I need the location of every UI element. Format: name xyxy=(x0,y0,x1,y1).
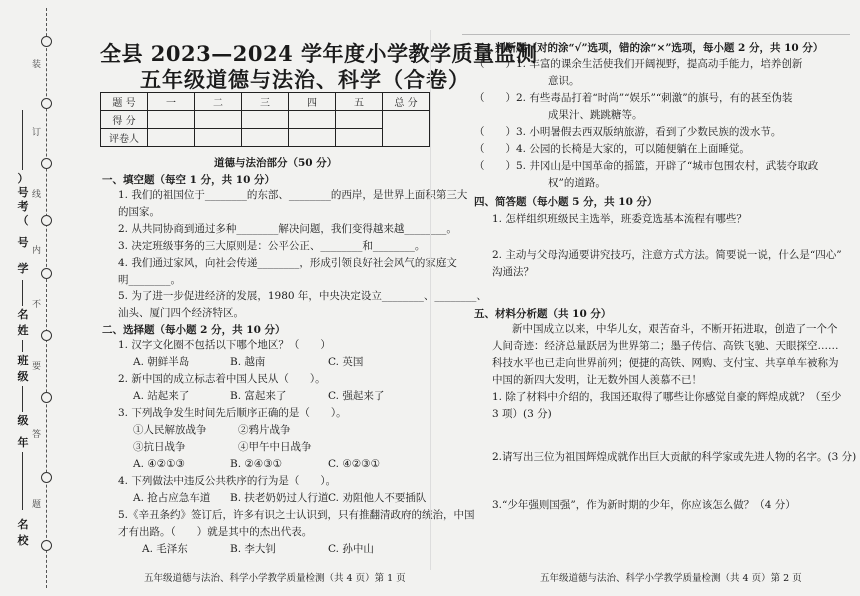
margin-char: 名 xyxy=(17,308,29,321)
section-multiple-choice: 二、选择题（每小题 2 分，共 10 分） xyxy=(102,324,286,336)
question-text: 权”的道路。 xyxy=(548,177,606,189)
material-text: 新中国成立以来，中华儿女，艰苦奋斗，不断开拓进取，创造了一个个 xyxy=(512,323,838,335)
binding-hole-1 xyxy=(41,36,52,47)
question-text: 1. 汉字文化圈不包括以下哪个地区？（ ） xyxy=(118,339,331,351)
score-table xyxy=(100,92,430,147)
student-id-line xyxy=(22,110,23,170)
section-fill-blank: 一、填空题（每空 1 分，共 10 分） xyxy=(102,174,276,186)
column-header: 一 xyxy=(148,93,195,111)
question-text: （ ）4. 公园的长椅是大家的，可以随便躺在上面睡觉。 xyxy=(474,143,750,155)
option: C. 劝阻他人不要插队 xyxy=(328,492,427,504)
option: A. 抢占应急车道 xyxy=(133,492,211,504)
option: C. 英国 xyxy=(328,356,364,368)
option: B. 越南 xyxy=(230,356,266,368)
option: B. 富起来了 xyxy=(230,390,287,402)
binding-hole-7 xyxy=(41,392,52,403)
question-text: （ ）3. 小明暑假去西双版纳旅游，看到了少数民族的泼水节。 xyxy=(474,126,782,138)
question-text: （ ）1. 丰富的课余生活使我们开阔视野，提高动手能力，培养创新 xyxy=(474,58,803,70)
margin-char: 号 xyxy=(17,186,29,199)
column-header: 二 xyxy=(195,93,242,111)
question-text: 4. 下列做法中违反公共秩序的行为是（ ）。 xyxy=(118,475,337,487)
question-text: （ ）5. 井冈山是中国革命的摇篮，开辟了“城市包围农村，武装夺取政 xyxy=(474,160,819,172)
question-text: 才有出路。（ ）就是其中的杰出代表。 xyxy=(118,526,313,538)
column-header: 五 xyxy=(336,93,383,111)
margin-note-char: 装 xyxy=(31,60,41,70)
margin-note-char: 订 xyxy=(31,128,41,138)
question-text: 5.《辛丑条约》签订后，许多有识之士认识到，只有推翻清政府的统治，中国 xyxy=(118,509,475,521)
margin-note-char: 不 xyxy=(31,300,41,310)
row-label: 评卷人 xyxy=(101,129,148,147)
section-true-false: 三、判断题（对的涂“√”选项，错的涂“×”选项，每小题 2 分，共 10 分） xyxy=(474,42,824,54)
list-item: ②鸦片战争 xyxy=(238,424,291,436)
binding-hole-3 xyxy=(41,158,52,169)
score-cell[interactable] xyxy=(148,111,195,129)
list-item: ③抗日战争 xyxy=(133,441,186,453)
binding-dashed-line xyxy=(46,8,47,588)
margin-note-char: 题 xyxy=(31,500,41,510)
option: A. 站起来了 xyxy=(133,390,190,402)
part-title: 道德与法治部分（50 分） xyxy=(214,157,338,169)
question-text: 2. 主动与父母沟通要讲究技巧，注意方式方法。简要说一说，什么是“四心” xyxy=(492,249,842,261)
section-material-analysis: 五、材料分析题（共 10 分） xyxy=(474,308,612,320)
question-text: 3. 下列战争发生时间先后顺序正确的是（ ）。 xyxy=(118,407,347,419)
material-text: 人间奇迹：经济总量跃居为世界第二；墨子传信、高铁飞驰、天眼探空…… xyxy=(492,340,839,352)
score-cell[interactable] xyxy=(289,111,336,129)
margin-char: 名 xyxy=(17,518,29,531)
question-text: 4. 我们通过家风，向社会传递________，形成引领良好社会风气的家庭文 xyxy=(118,257,457,269)
binding-hole-4 xyxy=(41,215,52,226)
binding-hole-9 xyxy=(41,540,52,551)
score-cell[interactable] xyxy=(195,111,242,129)
question-text: 2. 从共同协商到通过多种________解决问题，我们变得越来越________。 xyxy=(118,223,457,235)
margin-note-char: 答 xyxy=(31,430,41,440)
question-text: 1. 除了材料中介绍的，我国还取得了哪些让你感觉自豪的辉煌成就？（至少 xyxy=(492,391,842,403)
school-line xyxy=(22,452,23,510)
section-short-answer: 四、简答题（每小题 5 分，共 10 分） xyxy=(474,196,658,208)
margin-char: 级 xyxy=(17,370,29,383)
question-text: 3.“少年强则国强”，作为新时期的少年，你应该怎么做？（4 分） xyxy=(492,499,796,511)
page-divider xyxy=(430,30,431,570)
question-text: 沟通法？ xyxy=(492,266,534,278)
margin-char: 年 xyxy=(17,436,29,449)
list-item: ①人民解放战争 xyxy=(133,424,207,436)
option: C. 孙中山 xyxy=(328,543,374,555)
option: C. ④②③① xyxy=(328,458,380,470)
question-text: 3 项）(3 分) xyxy=(492,408,552,420)
margin-char: 号 xyxy=(17,236,29,249)
score-cell[interactable] xyxy=(242,111,289,129)
question-text: 1. 怎样组织班级民主选举，班委竞选基本流程有哪些？ xyxy=(492,213,747,225)
margin-char: 学 xyxy=(17,262,29,275)
exam-title: 全县 2023—2024 学年度小学教学质量监测 xyxy=(100,41,538,66)
grader-cell[interactable] xyxy=(242,129,289,147)
question-text: 5. 为了进一步促进经济的发展，1980 年，中央决定设立________、________、 xyxy=(118,290,487,302)
option: C. 强起来了 xyxy=(328,390,385,402)
page-footer: 五年级道德与法治、科学小学教学质量检测（共 4 页）第 2 页 xyxy=(540,573,802,584)
scan-rule-line xyxy=(462,34,850,35)
grader-cell[interactable] xyxy=(148,129,195,147)
grader-cell[interactable] xyxy=(289,129,336,147)
score-cell[interactable] xyxy=(336,111,383,129)
margin-note-char: 要 xyxy=(31,362,41,372)
margin-char: ） xyxy=(17,172,29,185)
question-text: 1. 我们的祖国位于________的东部、________的西岸，是世界上面积第三大 xyxy=(118,189,468,201)
list-item: ④甲午中日战争 xyxy=(238,441,312,453)
margin-note-char: 内 xyxy=(31,246,41,256)
question-text: 2.请写出三位为祖国辉煌成就作出巨大贡献的科学家或先进人物的名字。(3 分) xyxy=(492,451,857,463)
grader-cell[interactable] xyxy=(195,129,242,147)
binding-hole-6 xyxy=(41,330,52,341)
binding-hole-8 xyxy=(41,472,52,483)
row-label: 题 号 xyxy=(101,93,148,111)
option: A. 朝鲜半岛 xyxy=(133,356,190,368)
name-line xyxy=(22,280,23,306)
question-text: 明________。 xyxy=(118,274,181,286)
binding-hole-5 xyxy=(41,268,52,279)
option: B. ②④③① xyxy=(230,458,283,470)
question-text: （ ）2. 有些毒品打着“时尚”“娱乐”“刺激”的旗号，有的甚至伪装 xyxy=(474,92,793,104)
option: B. 扶老奶奶过人行道 xyxy=(230,492,329,504)
margin-note-char: 线 xyxy=(31,190,41,200)
margin-char: （ xyxy=(17,214,29,227)
question-text: 的国家。 xyxy=(118,206,160,218)
material-text: 科技水平也已走向世界前列；便捷的高铁、网购、支付宝、共享单车被称为 xyxy=(492,357,839,369)
margin-char: 校 xyxy=(17,534,29,547)
grader-cell[interactable] xyxy=(336,129,383,147)
margin-char: 姓 xyxy=(17,324,29,337)
margin-char: 班 xyxy=(17,354,29,367)
binding-hole-2 xyxy=(41,98,52,109)
grade-line xyxy=(22,386,23,412)
option: B. 李大钊 xyxy=(230,543,276,555)
question-text: 2. 新中国的成立标志着中国人民从（ ）。 xyxy=(118,373,326,385)
margin-char: 级 xyxy=(17,414,29,427)
option: A. ④②①③ xyxy=(133,458,185,470)
question-text: 成果汁、跳跳糖等。 xyxy=(548,109,643,121)
column-header: 总 分 xyxy=(383,93,430,111)
total-score-cell[interactable] xyxy=(383,111,430,147)
margin-char: 考 xyxy=(17,200,29,213)
option: A. 毛泽东 xyxy=(142,543,188,555)
question-text: 意识。 xyxy=(548,75,580,87)
exam-subtitle: 五年级道德与法治、科学（合卷） xyxy=(140,67,470,92)
page-footer: 五年级道德与法治、科学小学教学质量检测（共 4 页）第 1 页 xyxy=(144,573,406,584)
column-header: 三 xyxy=(242,93,289,111)
row-label: 得 分 xyxy=(101,111,148,129)
class-line xyxy=(22,340,23,352)
question-text: 汕头、厦门四个经济特区。 xyxy=(118,307,244,319)
column-header: 四 xyxy=(289,93,336,111)
question-text: 3. 决定班级事务的三大原则是：公平公正、________和________。 xyxy=(118,240,426,252)
material-text: 中国的新四大发明，让无数外国人羡慕不已！ xyxy=(492,374,702,386)
